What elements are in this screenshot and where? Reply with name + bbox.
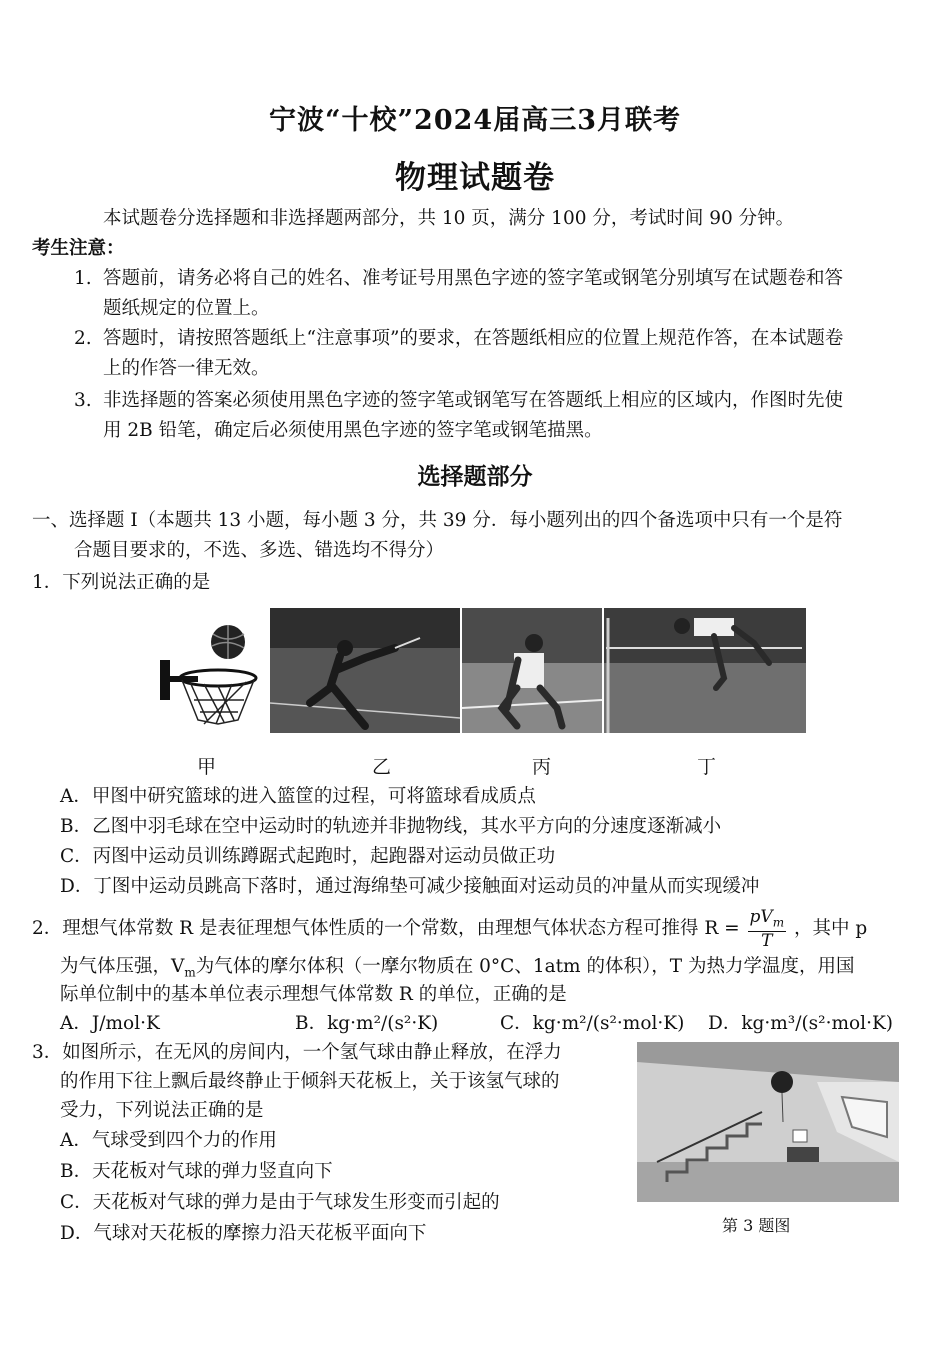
exam-subtitle: 物理试题卷 xyxy=(395,160,555,196)
notice-item-1-line2: 题纸规定的位置上。 xyxy=(103,298,270,319)
q2-line2-sub: m xyxy=(184,965,196,980)
q3-stem-line3: 受力，下列说法正确的是 xyxy=(60,1100,264,1121)
notice-item-3-line1: 非选择题的答案必须使用黑色字迹的签字笔或钢笔写在答题纸上相应的区域内，作图时先使 xyxy=(103,390,844,411)
q1-caption-bing: 丙 xyxy=(532,756,552,778)
notice-item-2-line1: 答题时，请按照答题纸上“注意事项”的要求，在答题纸相应的位置上规范作答，在本试题卷 xyxy=(103,328,844,349)
notice-item-1-line1: 答题前，请务必将自己的姓名、准考证号用黑色字迹的签字笔或钢笔分别填写在试题卷和答 xyxy=(103,268,844,289)
q2-option-b: B．kg·m²/(s²·K) xyxy=(295,1013,439,1034)
part1-instructions-line2: 合题目要求的，不选、多选、错选均不得分） xyxy=(74,540,445,561)
q2-option-c: C．kg·m²/(s²·mol·K) xyxy=(500,1013,685,1034)
q3-option-b: B．天花板对气球的弹力竖直向下 xyxy=(60,1161,333,1182)
high-jump-photo xyxy=(604,608,806,733)
notice-item-2-line2: 上的作答一律无效。 xyxy=(103,358,270,379)
q2-stem-line1 xyxy=(32,908,867,950)
q3-option-c: C．天花板对气球的弹力是由于气球发生形变而引起的 xyxy=(60,1192,500,1213)
q1-caption-yi: 乙 xyxy=(372,756,392,778)
q2-line2-a: 为气体压强，V xyxy=(60,956,185,977)
q3-option-a: A．气球受到四个力的作用 xyxy=(60,1130,277,1151)
sprint-start-photo xyxy=(462,608,602,733)
q3-stem-line2: 的作用下往上飘后最终静止于倾斜天花板上，关于该氢气球的 xyxy=(60,1071,560,1092)
exam-title: 宁波“十校”2024届高三3月联考 xyxy=(269,105,681,136)
q1-caption-jia: 甲 xyxy=(197,756,217,778)
q2-stem-a: 2．理想气体常数 R 是表征理想气体性质的一个常数，由理想气体状态方程可推得 R = xyxy=(32,918,740,940)
q2-option-d: D．kg·m³/(s²·mol·K) xyxy=(708,1013,893,1034)
q2-stem-b: ，其中 p xyxy=(794,918,868,940)
section-title: 选择题部分 xyxy=(417,463,533,490)
q2-option-a: A．J/mol·K xyxy=(60,1013,160,1034)
q3-option-d: D．气球对天花板的摩擦力沿天花板平面向下 xyxy=(60,1223,427,1244)
notice-item-1-num: 1. xyxy=(74,268,92,289)
q1-option-c: C．丙图中运动员训练蹲踞式起跑时，起跑器对运动员做正功 xyxy=(60,846,556,867)
q1-caption-ding: 丁 xyxy=(697,756,717,778)
notice-item-3-line2: 用 2B 铅笔，确定后必须使用黑色字迹的签字笔或钢笔描黑。 xyxy=(103,420,603,441)
notice-item-3-num: 3. xyxy=(74,390,92,411)
q2-frac-num-sub: m xyxy=(772,915,785,930)
q3-figure-caption: 第 3 题图 xyxy=(722,1216,791,1235)
part1-instructions-line1: 一、选择题 I（本题共 13 小题，每小题 3 分，共 39 分．每小题列出的四个备选项中只有一个是符 xyxy=(32,510,843,531)
notice-heading: 考生注意： xyxy=(32,238,125,259)
q1-option-a: A．甲图中研究篮球的进入篮筐的过程，可将篮球看成质点 xyxy=(60,786,536,807)
q2-frac-num: pV xyxy=(749,907,773,927)
basketball-hoop-image xyxy=(158,620,268,730)
exam-intro: 本试题卷分选择题和非选择题两部分，共 10 页，满分 100 分，考试时间 90 分钟。 xyxy=(103,208,795,229)
q2-stem-line3: 际单位制中的基本单位表示理想气体常数 R 的单位，正确的是 xyxy=(60,984,567,1005)
balloon-room-photo xyxy=(637,1042,899,1202)
q3-stem-line1: 3．如图所示，在无风的房间内，一个氢气球由静止释放，在浮力 xyxy=(32,1042,562,1063)
q2-line2-rest: 为气体的摩尔体积（一摩尔物质在 0°C、1atm 的体积），T 为热力学温度，用国 xyxy=(195,956,855,977)
q2-frac-den: T xyxy=(761,931,773,952)
q2-formula-fraction xyxy=(748,908,787,950)
q1-stem: 1．下列说法正确的是 xyxy=(32,572,211,593)
q1-option-d: D．丁图中运动员跳高下落时，通过海绵垫可减少接触面对运动员的冲量从而实现缓冲 xyxy=(60,876,760,897)
badminton-photo xyxy=(270,608,460,733)
q1-option-b: B．乙图中羽毛球在空中运动时的轨迹并非抛物线，其水平方向的分速度逐渐减小 xyxy=(60,816,722,837)
notice-item-2-num: 2. xyxy=(74,328,92,349)
